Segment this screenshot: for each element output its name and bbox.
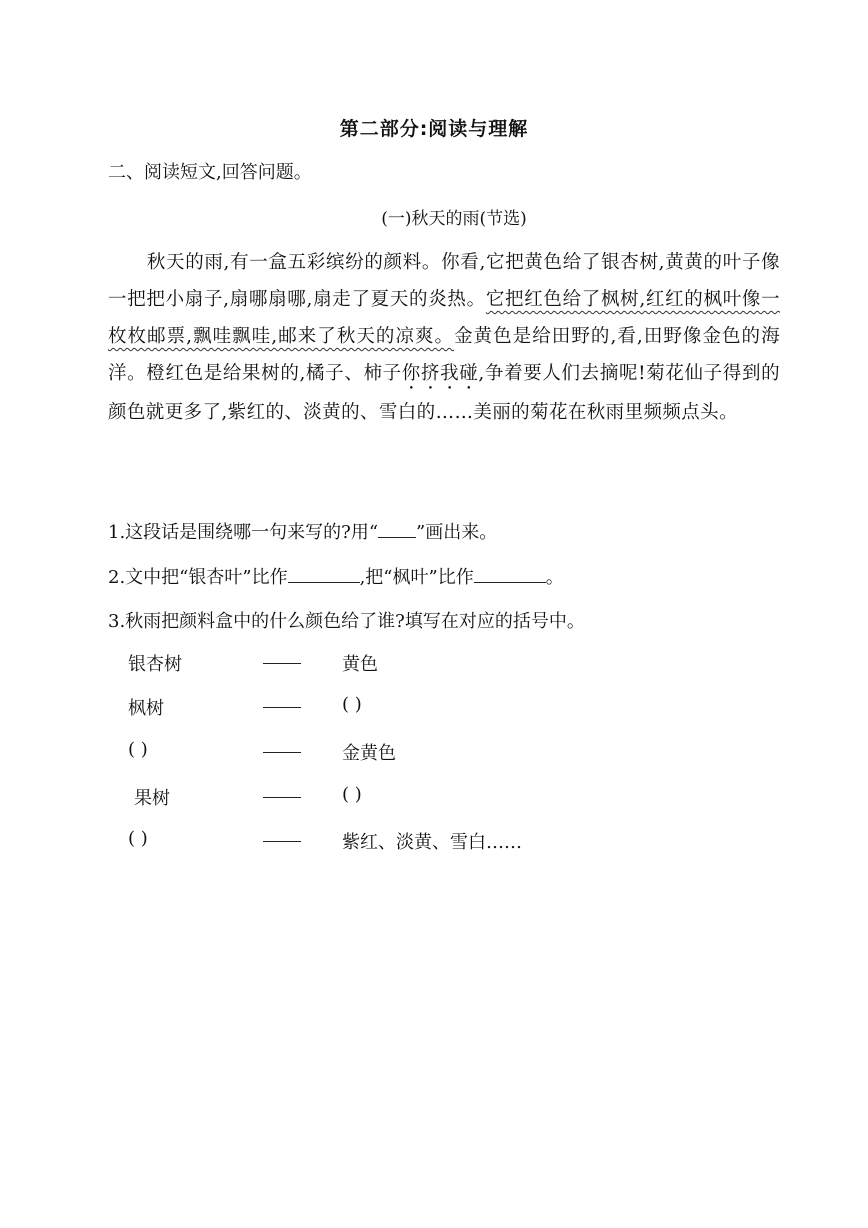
match-right-blank[interactable]: ( ) (342, 694, 362, 715)
question-2-text-3: 。 (545, 567, 564, 588)
question-1-blank[interactable] (378, 536, 416, 538)
passage-title: (一)秋天的雨(节选) (381, 209, 527, 229)
question-3: 3.秋雨把颜料盒中的什么颜色给了谁?填写在对应的括号中。 (108, 611, 585, 632)
match-left-blank[interactable]: ( ) (128, 739, 148, 760)
question-2-blank-1[interactable] (288, 581, 360, 583)
question-2 (108, 563, 564, 589)
passage-part-5: ,争着要人们去摘呢!菊花仙子得到的颜色就更多了,紫红的、淡黄的、雪白的……美丽的菊花在秋雨里频频点头。 (108, 363, 780, 423)
question-2-blank-2[interactable] (474, 581, 546, 583)
match-right: 黄色 (342, 654, 378, 675)
match-dash (263, 707, 301, 708)
match-right-blank[interactable]: ( ) (342, 784, 362, 805)
match-left-blank[interactable]: ( ) (128, 828, 148, 849)
match-left: 银杏树 (128, 654, 182, 675)
match-row-2 (0, 694, 868, 724)
match-dash (263, 841, 301, 842)
page-title: 第二部分:阅读与理解 (339, 118, 529, 140)
passage-dotted-phrase: 你挤我碰 (401, 363, 479, 384)
match-right: 金黄色 (342, 743, 396, 764)
passage-part-1: 秋天的雨,有一盒五彩缤纷的颜料。你看,它把黄色给了银杏树,黄黄的叶子像一把把小扇子,扇哪扇哪,扇走了夏天的炎热。 (108, 252, 780, 310)
match-row-4 (0, 784, 868, 814)
match-left: 枫树 (128, 698, 164, 719)
question-2-text-2: ,把“枫叶”比作 (359, 567, 474, 588)
match-dash (263, 752, 301, 753)
match-dash (263, 797, 301, 798)
match-row-1 (0, 650, 868, 680)
section-heading: 二、阅读短文,回答问题。 (108, 162, 312, 183)
passage-text (108, 244, 780, 431)
match-row-5 (0, 828, 868, 858)
passage-part-3: 金黄色是给田野的,看,田野像金色的海洋。橙红色是给果树的,橘子、柿子 (108, 326, 780, 384)
question-1-text-before: 1.这段话是围绕哪一句来写的?用“ (108, 522, 379, 543)
passage-underlined-sentence: 它把红色给了枫树,红红的枫叶像一枚枚邮票,飘哇飘哇,邮来了秋天的凉爽。 (108, 289, 780, 347)
passage-paragraph (108, 244, 780, 431)
match-dash (263, 663, 301, 664)
match-row-3 (0, 739, 868, 769)
match-left: 果树 (134, 788, 170, 809)
question-1 (108, 518, 497, 544)
question-2-text-1: 2.文中把“银杏叶”比作 (108, 567, 288, 588)
question-1-text-after: ”画出来。 (416, 522, 498, 543)
match-right: 紫红、淡黄、雪白…… (342, 832, 522, 853)
